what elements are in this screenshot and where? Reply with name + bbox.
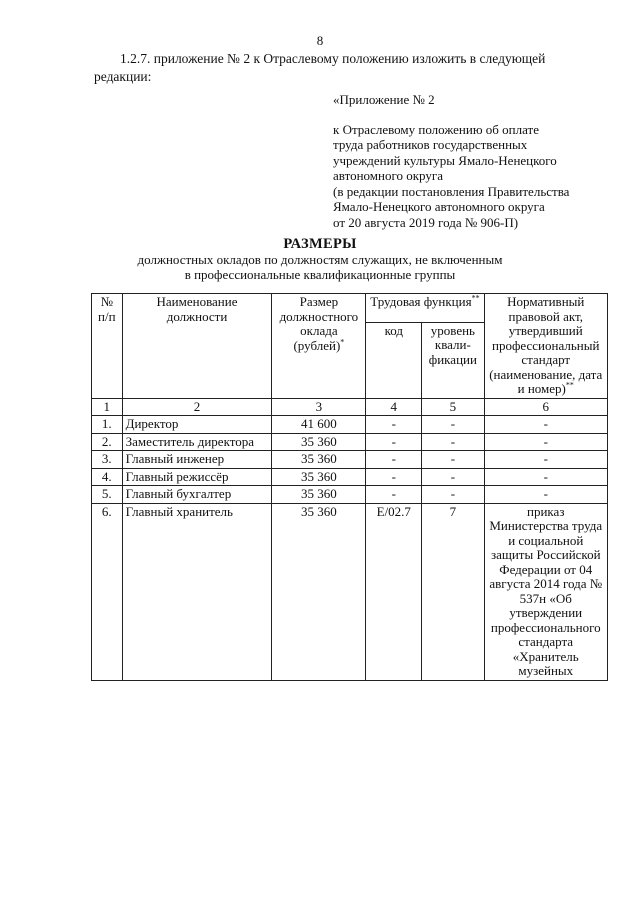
appendix-line: учреждений культуры Ямало-Ненецкого (333, 152, 557, 168)
table-row (92, 503, 608, 680)
row-name: Директор (122, 416, 272, 434)
row-code: E/02.7 (366, 503, 422, 680)
row-name: Главный инженер (122, 451, 272, 469)
column-number: 1 (92, 398, 123, 416)
table-row (92, 486, 608, 504)
intro-line-2: редакции: (94, 69, 152, 84)
table-row (92, 451, 608, 469)
row-salary: 35 360 (272, 468, 366, 486)
table-row (92, 416, 608, 434)
appendix-line: от 20 августа 2019 года № 906-П) (333, 214, 519, 230)
row-salary: 41 600 (272, 416, 366, 434)
row-act: - (484, 468, 608, 486)
row-salary: 35 360 (272, 486, 366, 504)
row-salary: 35 360 (272, 451, 366, 469)
row-act: - (484, 433, 608, 451)
column-number: 4 (366, 398, 422, 416)
row-code: - (366, 486, 422, 504)
footnote-mark: ** (565, 380, 574, 390)
header-code: код (366, 322, 422, 398)
row-act: - (484, 416, 608, 434)
footnote-mark: * (340, 337, 345, 347)
row-level: - (422, 433, 484, 451)
appendix-line: Ямало-Ненецкого автономного округа (333, 199, 545, 214)
row-code: - (366, 451, 422, 469)
column-number: 5 (422, 398, 484, 416)
row-salary: 35 360 (272, 433, 366, 451)
row-name: Заместитель директора (122, 433, 272, 451)
intro-line-1: 1.2.7. приложение № 2 к Отраслевому положению изложить в следующей (120, 51, 546, 66)
appendix-line: автономного округа (333, 168, 443, 183)
salary-table (91, 293, 608, 681)
appendix-reference (333, 92, 623, 230)
header-act-text: Нормативный правовой акт, утвердивший профессиональный стандарт (наименование, дата и номер) (489, 294, 603, 396)
row-level: - (422, 468, 484, 486)
row-level: - (422, 416, 484, 434)
header-level: уровень квали-фикации (422, 322, 484, 398)
appendix-line: (в редакции постановления Правительства (333, 183, 570, 199)
row-num: 5. (92, 486, 123, 504)
column-number: 6 (484, 398, 608, 416)
row-name: Главный режиссёр (122, 468, 272, 486)
row-act: приказ Министерства труда и социальной защиты Российской Федерации от 04 августа 2014 года № 537н «Об утверждении профессионального стандарта «Хранитель музейных (484, 503, 608, 680)
intro-paragraph (94, 50, 606, 86)
row-name: Главный бухгалтер (122, 486, 272, 504)
header-name: Наименование должности (122, 294, 272, 399)
appendix-line: труда работников государственных (333, 137, 528, 152)
document-subtitle (0, 252, 640, 282)
header-salary (272, 294, 366, 399)
row-level: - (422, 451, 484, 469)
table-row (92, 468, 608, 486)
table-header-row (92, 294, 608, 323)
row-salary: 35 360 (272, 503, 366, 680)
row-num: 4. (92, 468, 123, 486)
row-num: 2. (92, 433, 123, 451)
subtitle-line-2: в профессиональные квалификационные группы (184, 267, 456, 282)
header-labor-function-text: Трудовая функция (370, 294, 472, 309)
column-number: 3 (272, 398, 366, 416)
row-name: Главный хранитель (122, 503, 272, 680)
row-code: - (366, 468, 422, 486)
header-salary-text: Размер должностного оклада (рублей) (279, 294, 359, 353)
row-act: - (484, 486, 608, 504)
header-act (484, 294, 608, 399)
appendix-line: к Отраслевому положению об оплате (333, 121, 539, 137)
column-number-row (92, 398, 608, 416)
document-title: РАЗМЕРЫ (283, 236, 357, 252)
row-code: - (366, 416, 422, 434)
row-level: 7 (422, 503, 484, 680)
appendix-heading: «Приложение № 2 (333, 92, 435, 107)
row-code: - (366, 433, 422, 451)
row-num: 1. (92, 416, 123, 434)
table-row (92, 433, 608, 451)
footnote-mark: ** (471, 293, 480, 303)
row-num: 6. (92, 503, 123, 680)
header-num: № п/п (92, 294, 123, 399)
row-level: - (422, 486, 484, 504)
row-num: 3. (92, 451, 123, 469)
header-labor-function (366, 294, 484, 323)
row-act: - (484, 451, 608, 469)
page-number: 8 (316, 33, 324, 48)
column-number: 2 (122, 398, 272, 416)
subtitle-line-1: должностных окладов по должностям служащих, не включенным (137, 252, 503, 267)
